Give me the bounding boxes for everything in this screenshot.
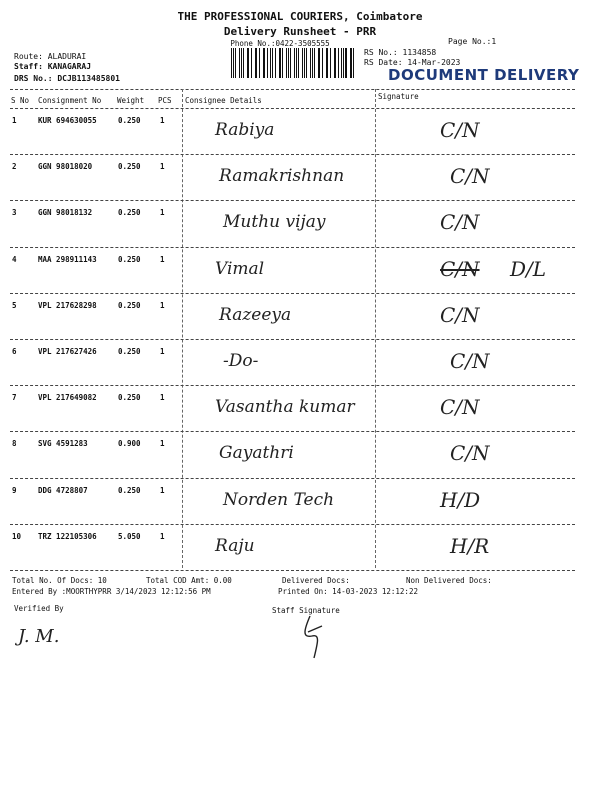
barcode-bar xyxy=(345,48,346,78)
row-weight: 0.250 xyxy=(118,300,141,310)
row-weight: 0.250 xyxy=(118,162,141,172)
barcode-bar xyxy=(298,48,299,78)
row-consignee-handwritten: Raju xyxy=(215,535,255,556)
row-divider xyxy=(10,570,575,571)
row-consignee-handwritten: Ramakrishnan xyxy=(219,166,345,187)
row-divider xyxy=(10,247,575,248)
non-delivered-docs: Non Delivered Docs: xyxy=(406,576,492,585)
col-signature: Signature xyxy=(378,92,419,101)
total-cod: Total COD Amt: 0.00 xyxy=(146,576,232,585)
route-label: Route: ALADURAI xyxy=(14,52,87,61)
row-signature: C/N xyxy=(450,164,490,189)
barcode-bar xyxy=(282,48,283,78)
row-weight: 0.250 xyxy=(118,393,141,403)
barcode-bar xyxy=(231,48,232,78)
row-signature: C/N xyxy=(440,395,480,420)
staff-signature-label: Staff Signature xyxy=(272,606,340,615)
table-header-rule xyxy=(10,108,575,109)
row-pcs: 1 xyxy=(160,116,165,125)
row-consignment: KUR 694630055 xyxy=(38,116,97,125)
row-pcs: 1 xyxy=(160,531,165,541)
row-sno: 4 xyxy=(12,254,17,264)
row-consignee-handwritten: Vasantha kumar xyxy=(215,397,355,418)
row-sno: 6 xyxy=(12,347,17,356)
row-consignee-handwritten: Norden Tech xyxy=(223,489,335,510)
barcode-bar xyxy=(290,48,291,78)
row-sno: 2 xyxy=(12,162,17,172)
barcode-bar xyxy=(251,48,252,78)
row-sno: 1 xyxy=(12,116,17,125)
row-consignee-handwritten: Razeeya xyxy=(219,304,292,325)
row-signature: C/N xyxy=(440,210,480,235)
row-consignment: GGN 98018132 xyxy=(38,208,93,218)
row-signature: H/D xyxy=(440,487,481,512)
row-divider xyxy=(10,293,575,294)
row-weight: 0.250 xyxy=(118,347,141,356)
barcode-bar xyxy=(275,48,276,78)
row-signature: C/N xyxy=(440,118,480,142)
row-sno: 8 xyxy=(12,439,17,449)
total-docs: Total No. Of Docs: 10 xyxy=(12,576,107,585)
row-weight: 5.050 xyxy=(118,531,141,541)
row-pcs: 1 xyxy=(160,162,165,172)
page-number: Page No.:1 xyxy=(448,37,497,46)
row-signature-struck: C/N xyxy=(440,256,480,281)
barcode-bar xyxy=(239,48,240,78)
row-consignee-handwritten: Muthu vijay xyxy=(223,212,326,233)
row-weight: 0.250 xyxy=(118,208,141,218)
row-divider xyxy=(10,431,575,432)
col-consignee: Consignee Details xyxy=(185,96,262,105)
document-delivery-stamp: DOCUMENT DELIVERY xyxy=(388,66,580,84)
row-consignment: TRZ 122105306 xyxy=(38,531,97,541)
row-pcs: 1 xyxy=(160,208,165,218)
phone-number: Phone No.:0422-3505555 xyxy=(230,39,330,48)
barcode-bar xyxy=(353,48,354,78)
row-pcs: 1 xyxy=(160,439,165,449)
staff-signature-mark xyxy=(300,612,330,662)
row-consignee-handwritten: Rabiya xyxy=(215,120,275,140)
barcode-bar xyxy=(256,48,257,78)
staff-label: Staff: KANAGARAJ xyxy=(14,62,92,71)
col-weight: Weight xyxy=(117,96,145,105)
row-consignee-handwritten: Vimal xyxy=(215,258,265,279)
barcode-bar xyxy=(296,48,297,78)
row-weight: 0.250 xyxy=(118,116,141,125)
delivered-docs: Delivered Docs: xyxy=(282,576,350,585)
barcode-bar xyxy=(243,48,244,78)
row-signature: D/L xyxy=(510,256,547,281)
row-weight: 0.900 xyxy=(118,439,141,449)
barcode-bar xyxy=(310,48,311,78)
row-consignee-handwritten: -Do- xyxy=(223,351,259,371)
row-consignee-handwritten: Gayathri xyxy=(219,443,294,464)
row-weight: 0.250 xyxy=(118,485,141,495)
barcode xyxy=(231,48,357,78)
column-divider xyxy=(375,89,376,568)
company-title: THE PROFESSIONAL COURIERS, Coimbatore xyxy=(177,10,423,23)
row-sno: 5 xyxy=(12,300,17,310)
row-weight: 0.250 xyxy=(118,254,141,264)
row-consignment: MAA 298911143 xyxy=(38,254,97,264)
row-divider xyxy=(10,200,575,201)
row-pcs: 1 xyxy=(160,254,165,264)
row-consignment: SVG 4591283 xyxy=(38,439,88,449)
col-sno: S No xyxy=(11,96,30,105)
barcode-bar xyxy=(272,48,273,78)
verifier-initials: J. M. xyxy=(18,626,60,647)
row-sno: 10 xyxy=(12,531,22,541)
row-signature: H/R xyxy=(450,533,490,558)
row-consignment: GGN 98018020 xyxy=(38,162,93,172)
row-divider xyxy=(10,478,575,479)
barcode-bar xyxy=(264,48,265,78)
row-consignment: DDG 4728807 xyxy=(38,485,88,495)
drs-number: DRS No.: DCJB113485801 xyxy=(14,74,120,83)
row-sno: 9 xyxy=(12,485,17,495)
barcode-bar xyxy=(314,48,315,78)
row-sno: 3 xyxy=(12,208,17,218)
table-top-rule xyxy=(10,89,575,90)
runsheet-title: Delivery Runsheet - PRR xyxy=(223,25,377,38)
row-sno: 7 xyxy=(12,393,17,403)
row-signature: C/N xyxy=(440,302,480,327)
barcode-bar xyxy=(335,48,336,78)
col-consignment: Consignment No xyxy=(38,96,102,105)
row-divider xyxy=(10,524,575,525)
row-pcs: 1 xyxy=(160,393,165,403)
verified-by: Verified By xyxy=(14,604,64,613)
col-pcs: PCS xyxy=(158,96,172,105)
barcode-bar xyxy=(327,48,328,78)
row-divider xyxy=(10,154,575,155)
entered-by: Entered By :MOORTHYPRR 3/14/2023 12:12:56 PM xyxy=(12,587,211,596)
column-divider xyxy=(182,89,183,568)
row-consignment: VPL 217627426 xyxy=(38,347,97,356)
row-signature: C/N xyxy=(450,441,490,466)
rs-number: RS No.: 1134858 xyxy=(364,48,437,57)
barcode-bar xyxy=(322,48,323,78)
row-consignment: VPL 217628298 xyxy=(38,300,97,310)
row-pcs: 1 xyxy=(160,347,165,356)
rs-date: RS Date: 14-Mar-2023 xyxy=(364,58,461,67)
row-pcs: 1 xyxy=(160,300,165,310)
row-pcs: 1 xyxy=(160,485,165,495)
row-signature: C/N xyxy=(450,349,490,373)
row-divider xyxy=(10,339,575,340)
row-consignment: VPL 217649082 xyxy=(38,393,97,403)
printed-on: Printed On: 14-03-2023 12:12:22 xyxy=(278,587,418,596)
row-divider xyxy=(10,385,575,386)
barcode-bar xyxy=(343,48,344,78)
